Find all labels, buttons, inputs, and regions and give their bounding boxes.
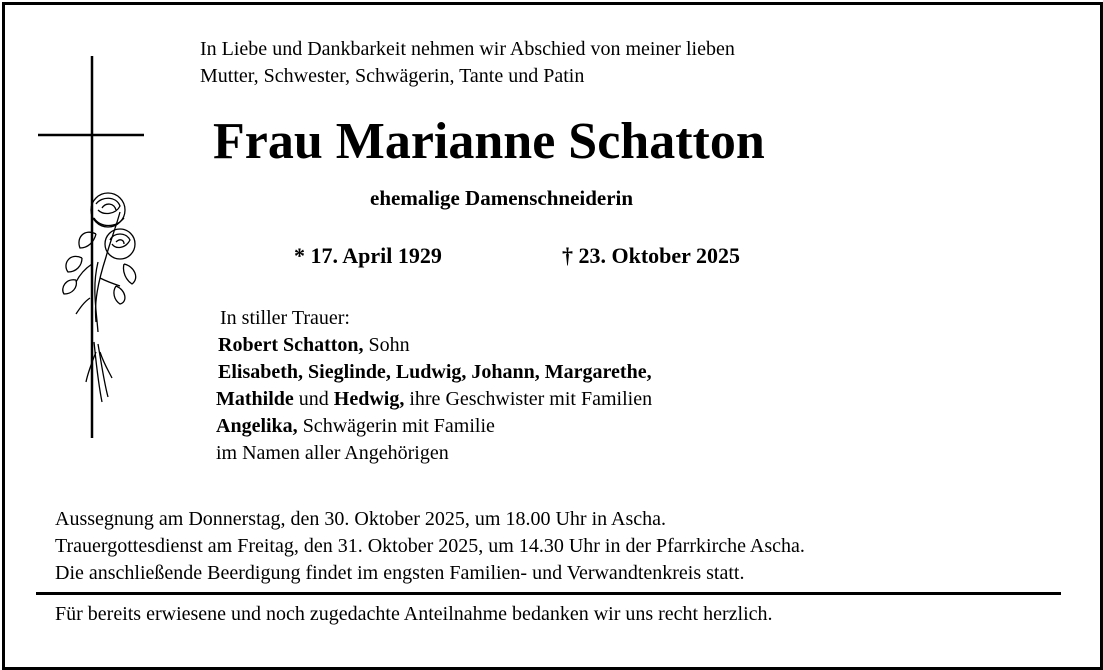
mourner-line-4 bbox=[216, 413, 652, 440]
mourner-line-2 bbox=[218, 359, 652, 386]
mourners-block bbox=[216, 305, 652, 467]
service-info bbox=[55, 506, 805, 587]
cross-with-roses-icon bbox=[36, 52, 146, 442]
deceased-profession: ehemalige Damenschneiderin bbox=[370, 186, 634, 210]
divider bbox=[36, 592, 1061, 595]
cross-icon bbox=[38, 56, 144, 438]
mourner-line-1 bbox=[218, 332, 652, 359]
service-line-2: Trauergottesdienst am Freitag, den 31. Oktober 2025, um 14.30 Uhr in der Pfarrkirche Ascha. bbox=[55, 535, 805, 557]
mourner-siblings-names: Elisabeth, Sieglinde, Ludwig, Johann, Margarethe, bbox=[218, 361, 652, 383]
mourners-heading: In stiller Trauer: bbox=[220, 307, 350, 329]
birth-date: * 17. April 1929 bbox=[294, 243, 442, 268]
mourner-son-name: Robert Schatton, bbox=[218, 334, 364, 356]
rose-icon bbox=[63, 193, 136, 402]
mourner-sister-in-law-name: Angelika, bbox=[216, 415, 298, 437]
mourner-line-3 bbox=[216, 386, 652, 413]
intro-line-1: In Liebe und Dankbarkeit nehmen wir Abschied von meiner lieben bbox=[200, 38, 735, 60]
intro-text bbox=[200, 36, 735, 90]
thanks-text: Für bereits erwiesene und noch zugedachte Anteilnahme bedanken wir uns recht herzlich. bbox=[55, 603, 773, 625]
mourner-sibling-a: Mathilde bbox=[216, 388, 294, 410]
deceased-name: Frau Marianne Schatton bbox=[213, 113, 765, 170]
mourner-line-5: im Namen aller Angehörigen bbox=[216, 442, 449, 464]
mourner-conjunction: und bbox=[293, 388, 334, 410]
service-line-1: Aussegnung am Donnerstag, den 30. Oktober 2025, um 18.00 Uhr in Ascha. bbox=[55, 508, 667, 530]
mourner-sibling-b: Hedwig, bbox=[333, 388, 405, 410]
intro-line-2: Mutter, Schwester, Schwägerin, Tante und Patin bbox=[200, 65, 585, 87]
mourner-son-relation: Sohn bbox=[363, 334, 410, 356]
service-line-3: Die anschließende Beerdigung findet im engsten Familien- und Verwandtenkreis statt. bbox=[55, 562, 745, 584]
mourner-sister-in-law-relation: Schwägerin mit Familie bbox=[297, 415, 495, 437]
mourner-siblings-relation: ihre Geschwister mit Familien bbox=[404, 388, 653, 410]
death-date: † 23. Oktober 2025 bbox=[562, 243, 741, 268]
